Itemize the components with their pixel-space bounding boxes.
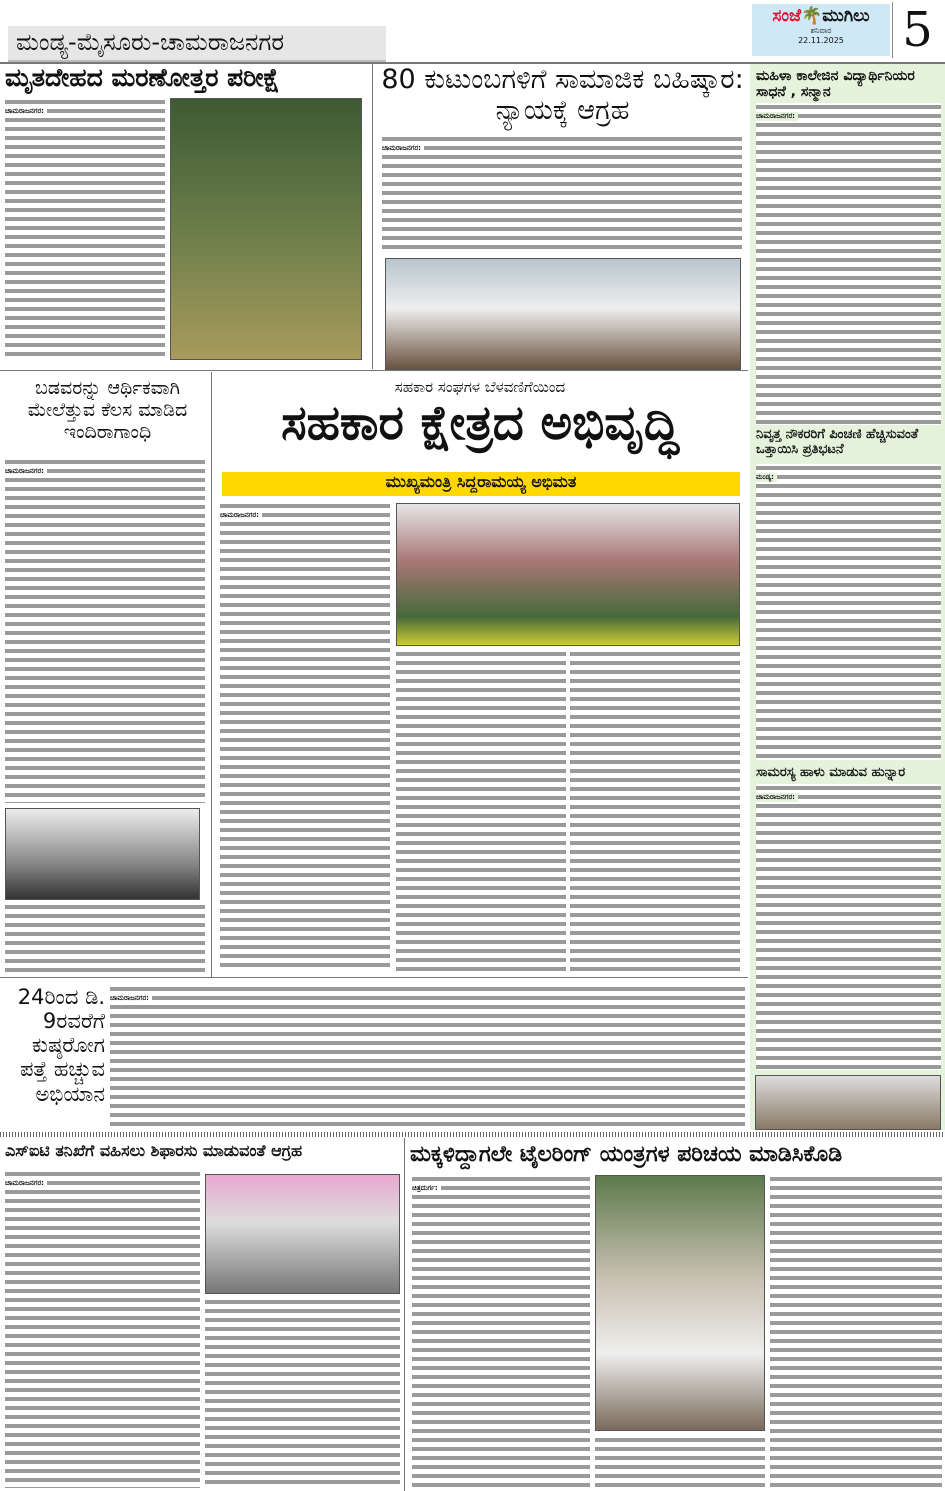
headline: 24ರಿಂದ ಡಿ. 9ರವರೆಗೆ ಕುಷ್ಠರೋಗ ಪತ್ತೆ ಹಚ್ಚುವ ಅಭಿಯಾನ xyxy=(17,985,105,1106)
article-body-col xyxy=(595,1436,765,1488)
photo xyxy=(385,258,741,370)
divider xyxy=(404,1138,405,1491)
divider xyxy=(0,1132,945,1137)
photo xyxy=(595,1175,765,1431)
newspaper-logo: ಸಂಜೆ🌴ಮುಗಿಲು xyxy=(772,6,870,26)
article-body-col xyxy=(570,650,740,972)
article-body: ಮಂಡ್ಯ: xyxy=(756,464,941,760)
article-body: ಚಾಮರಾಜನಗರ: xyxy=(5,1170,200,1488)
photo xyxy=(170,98,362,360)
article-body: ಚಾಮರಾಜನಗರ: xyxy=(110,985,745,1127)
divider xyxy=(0,977,748,978)
kicker: ಸಹಕಾರ ಸಂಘಗಳ ಬೆಳವಣಿಗೆಯಿಂದ xyxy=(394,378,566,396)
article-body: ಚಾಮರಾಜನಗರ: xyxy=(220,502,390,972)
article-body: ಚಾಮರಾಜನಗರ: xyxy=(5,458,205,803)
photo xyxy=(396,503,740,646)
issue-date: 22.11.2025 xyxy=(798,36,844,45)
subheadline: ಮುಖ್ಯಮಂತ್ರಿ ಸಿದ್ದರಾಮಯ್ಯ ಅಭಿಮತ xyxy=(222,472,740,496)
headline: 80 ಕುಟುಂಬಗಳಿಗೆ ಸಾಮಾಜಿಕ ಬಹಿಷ್ಕಾರ: ನ್ಯಾಯಕ್ಕೆ ಆಗ್ರಹ xyxy=(381,64,744,127)
photo-caption xyxy=(5,903,205,973)
headline: ಮಕ್ಕಳಿದ್ದಾಗಲೇ ಟೈಲರಿಂಗ್ ಯಂತ್ರಗಳ ಪರಿಚಯ ಮಾಡಿಸಿಕೊಡಿ xyxy=(410,1142,843,1167)
page-number: 5 xyxy=(892,2,942,58)
article-body-col xyxy=(396,650,566,972)
issue-day: ಶನಿವಾರ xyxy=(810,26,832,35)
divider xyxy=(211,372,212,977)
article-body: ಚಿತ್ರದುರ್ಗ: xyxy=(412,1175,590,1488)
headline: ಎಸ್‌ಐಟಿ ತನಿಖೆಗೆ ವಹಿಸಲು ಶಿಫಾರಸು ಮಾಡುವಂತೆ ಆಗ್ರಹ xyxy=(5,1141,303,1160)
divider xyxy=(372,64,373,369)
photo xyxy=(205,1174,400,1294)
divider xyxy=(0,370,748,371)
headline: ಸಾಮರಸ್ಯ ಹಾಳು ಮಾಡುವ ಹುನ್ನಾರ xyxy=(756,765,906,780)
headline: ಬಡವರನ್ನು ಆರ್ಥಿಕವಾಗಿ ಮೇಲೆತ್ತುವ ಕೆಲಸ ಮಾಡಿದ ಇಂದಿರಾಗಾಂಧಿ xyxy=(27,377,188,443)
lead-headline: ಸಹಕಾರ ಕ್ಷೇತ್ರದ ಅಭಿವೃದ್ಧಿ xyxy=(281,395,679,451)
headline: ಮೃತದೇಹದ ಮರಣೋತ್ತರ ಪರೀಕ್ಷೆ xyxy=(5,63,280,92)
article-body: ಚಾಮರಾಜನಗರ: xyxy=(756,784,941,1070)
article-body-col xyxy=(770,1175,942,1488)
masthead xyxy=(752,4,890,56)
photo xyxy=(755,1075,941,1130)
article-body: ಚಾಮರಾಜನಗರ: xyxy=(756,103,941,425)
headline: ಮಹಿಳಾ ಕಾಲೇಜಿನ ವಿದ್ಯಾರ್ಥಿನಿಯರ ಸಾಧನೆ , ಸನ್ಮಾನ xyxy=(756,68,915,101)
section-title: ಮಂಡ್ಯ-ಮೈಸೂರು-ಚಾಮರಾಜನಗರ xyxy=(8,26,386,62)
article-body: ಚಾಮರಾಜನಗರ: xyxy=(382,135,742,253)
article-body-col xyxy=(205,1298,400,1488)
article-body: ಚಾಮರಾಜನಗರ: xyxy=(5,98,165,360)
photo xyxy=(5,808,200,900)
headline: ನಿವೃತ್ತ ನೌಕರರಿಗೆ ಪಿಂಚಣಿ ಹೆಚ್ಚಿಸುವಂತೆ ಒತ್ತಾಯಿಸಿ ಪ್ರತಿಭಟನೆ xyxy=(756,427,919,457)
